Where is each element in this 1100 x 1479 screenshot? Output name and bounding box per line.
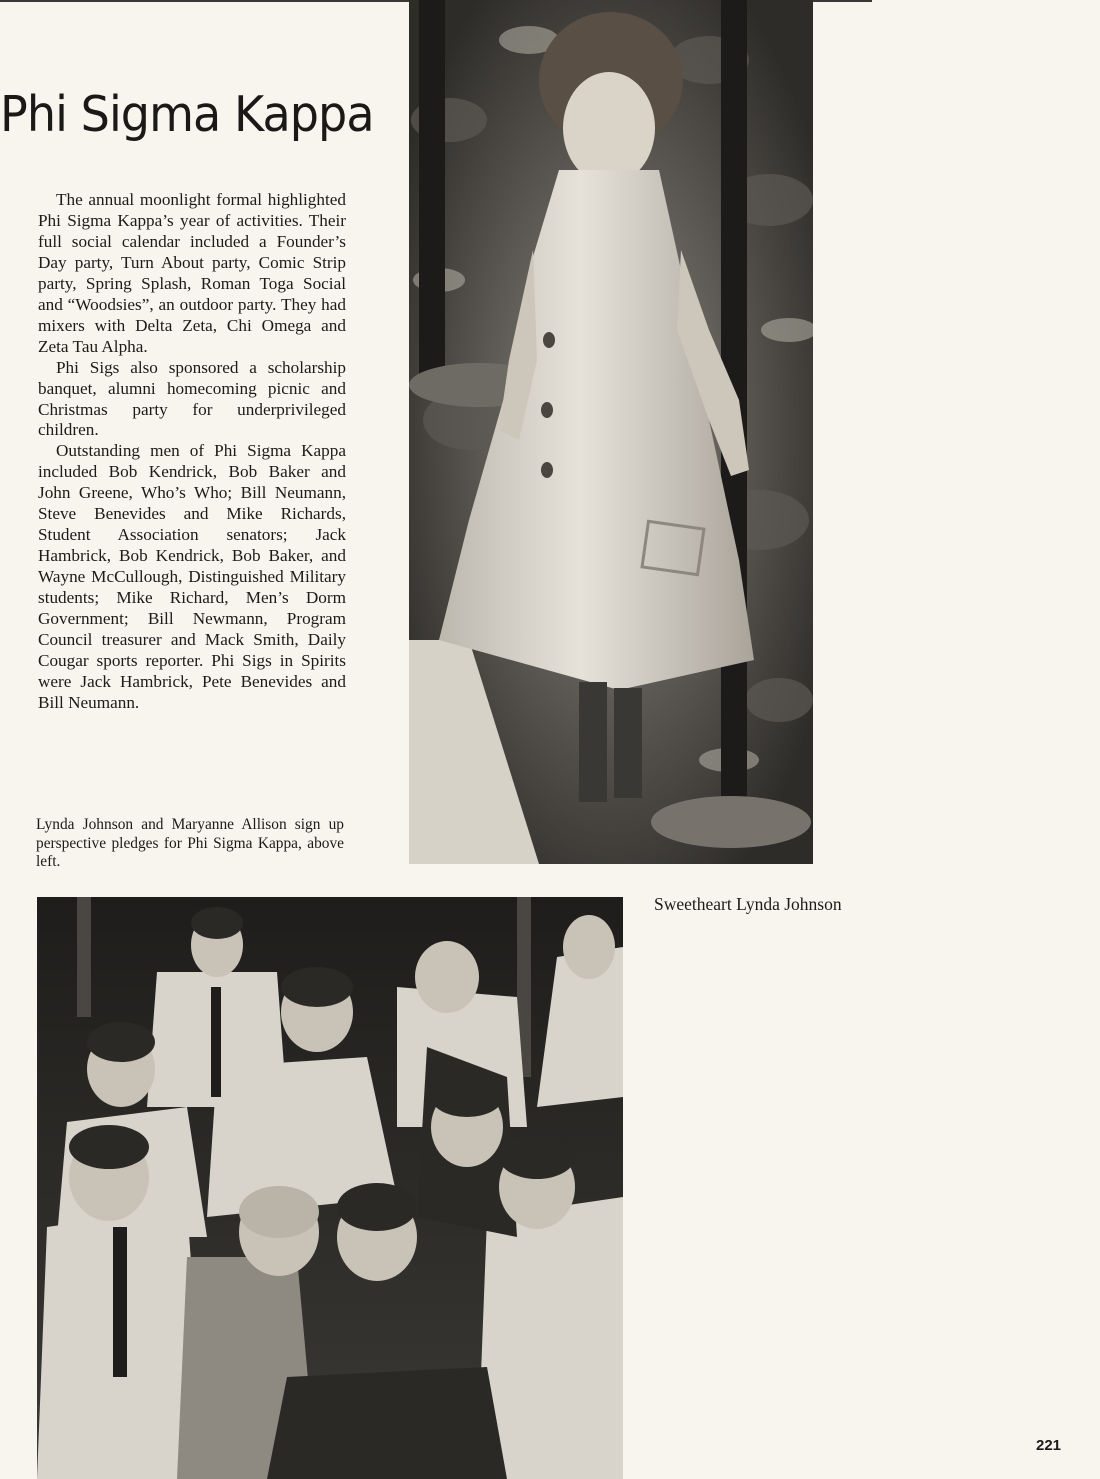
page-number: 221 bbox=[1036, 1437, 1062, 1454]
article-paragraph: Outstanding men of Phi Sigma Kappa included Bob Kendrick, Bob Baker and John Greene, Who’s Who; Bill Neumann, Steve Benevides and Mike Richards, Student Association senators; Jack Hambrick, Bob Kendrick, Bob Baker, and Wayne McCullough, Distinguished Military students; Mike Richard, Men’s Dorm Government; Bill Newmann, Program Council treasurer and Mack Smith, Daily Cougar sports reporter. Phi Sigs in Spirits were Jack Hambrick, Pete Benevides and Bill Neumann. bbox=[38, 441, 346, 712]
article-paragraph: The annual moonlight formal highlighted Phi Sigma Kappa’s year of activities. Their full social calendar included a Founder’s Day party, Turn About party, Comic Strip party, Spring Splash, Roman Toga Social and “Woodsies”, an outdoor party. They had mixers with Delta Zeta, Chi Omega and Zeta Tau Alpha. bbox=[38, 190, 346, 356]
sweetheart-portrait-photo bbox=[409, 0, 813, 864]
page-title: Phi Sigma Kappa bbox=[0, 86, 374, 143]
portrait-photo-caption: Sweetheart Lynda Johnson bbox=[654, 894, 842, 914]
pledge-signup-group-photo bbox=[37, 897, 623, 1479]
article-body bbox=[38, 190, 346, 714]
article-paragraph: Phi Sigs also sponsored a scholarship banquet, alumni homecoming picnic and Christmas party for underprivileged children. bbox=[38, 357, 346, 440]
group-photo-caption: Lynda Johnson and Maryanne Allison sign up perspective pledges for Phi Sigma Kappa, above left. bbox=[36, 816, 344, 870]
